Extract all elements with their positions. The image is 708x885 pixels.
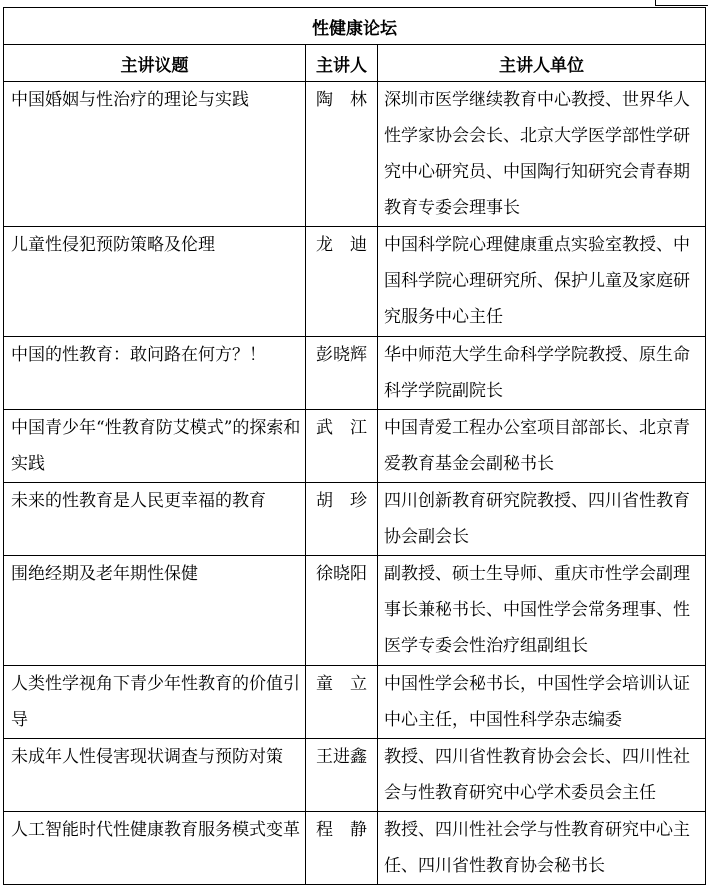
topic-cell: 中国青少年“性教育防艾模式”的探索和实践 [4,410,306,483]
table-row [4,337,706,410]
table-row [4,556,706,666]
speaker-cell: 龙 迪 [306,227,378,337]
table-row [4,483,706,556]
table-row [4,82,706,227]
topic-cell: 人类性学视角下青少年性教育的价值引导 [4,666,306,739]
speaker-cell: 武 江 [306,410,378,483]
header-unit: 主讲人单位 [378,45,706,82]
speaker-cell: 徐晓阳 [306,556,378,666]
forum-table [3,7,706,885]
unit-cell: 中国青爱工程办公室项目部部长、北京青爱教育基金会副秘书长 [378,410,706,483]
table-row [4,739,706,812]
table-row [4,812,706,885]
header-speaker: 主讲人 [306,45,378,82]
unit-cell: 四川创新教育研究院教授、四川省性教育协会副会长 [378,483,706,556]
table-row [4,666,706,739]
unit-cell: 教授、四川省性教育协会会长、四川性社会与性教育研究中心学术委员会主任 [378,739,706,812]
unit-cell: 中国科学院心理健康重点实验室教授、中国科学院心理研究所、保护儿童及家庭研究服务中心主任 [378,227,706,337]
unit-cell: 深圳市医学继续教育中心教授、世界华人性学家协会会长、北京大学医学部性学研究中心研究员、中国陶行知研究会青春期教育专委会理事长 [378,82,706,227]
speaker-cell: 程 静 [306,812,378,885]
speaker-cell: 童 立 [306,666,378,739]
topic-cell: 人工智能时代性健康教育服务模式变革 [4,812,306,885]
unit-cell: 副教授、硕士生导师、重庆市性学会副理事长兼秘书长、中国性学会常务理事、性医学专委会性治疗组副组长 [378,556,706,666]
topic-cell: 围绝经期及老年期性保健 [4,556,306,666]
speaker-cell: 胡 珍 [306,483,378,556]
speaker-cell: 陶 林 [306,82,378,227]
topic-cell: 中国婚姻与性治疗的理论与实践 [4,82,306,227]
topic-cell: 儿童性侵犯预防策略及伦理 [4,227,306,337]
topic-cell: 未来的性教育是人民更幸福的教育 [4,483,306,556]
speaker-cell: 彭晓辉 [306,337,378,410]
speaker-cell: 王进鑫 [306,739,378,812]
table-row [4,227,706,337]
header-topic: 主讲议题 [4,45,306,82]
topic-cell: 中国的性教育：敢问路在何方？！ [4,337,306,410]
unit-cell: 教授、四川性社会学与性教育研究中心主任、四川省性教育协会秘书长 [378,812,706,885]
page-corner-line [655,0,708,6]
table-row [4,410,706,483]
topic-cell: 未成年人性侵害现状调查与预防对策 [4,739,306,812]
unit-cell: 华中师范大学生命科学学院教授、原生命科学学院副院长 [378,337,706,410]
table-title: 性健康论坛 [4,8,706,45]
unit-cell: 中国性学会秘书长，中国性学会培训认证中心主任，中国性科学杂志编委 [378,666,706,739]
